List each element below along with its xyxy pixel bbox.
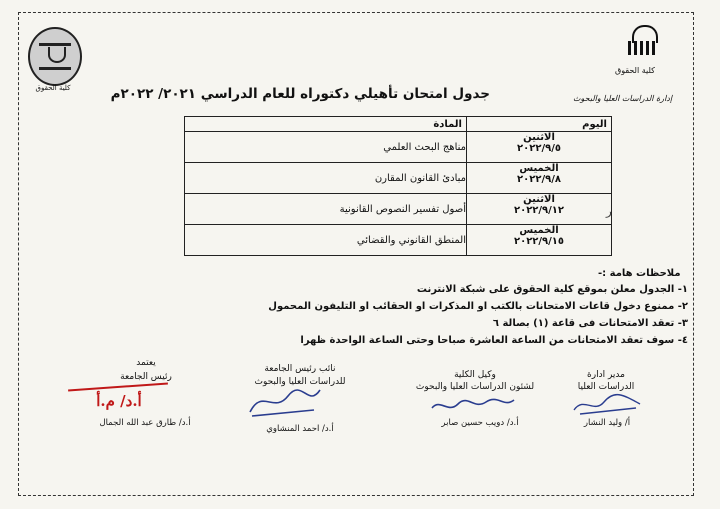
note-item: ١- الجدول معلن بموقع كلية الحقوق على شبكة الانترنت: [416, 284, 688, 295]
subject-cell: مناهج البحث العلمي: [185, 132, 467, 163]
subject-cell: مبادئ القانون المقارن: [185, 163, 467, 194]
col-day-header: اليوم: [467, 117, 612, 132]
signature-title: الدراسات العليا: [577, 382, 635, 392]
signature-title: نائب رئيس الجامعة: [264, 364, 336, 374]
signature-title: لشئون الدراسات العليا والبحوث: [415, 382, 535, 392]
exam-schedule-table: [184, 116, 612, 256]
subject-cell: أصول تفسير النصوص القانونية: [185, 194, 467, 225]
signature-title: يعتمد: [136, 358, 156, 368]
note-item: ٤- سوف تعقد الامتحانات من الساعة العاشرة صباحا وحتى الساعة الواحدة ظهرا: [300, 335, 688, 346]
signature-name: أ/ وليد النشار: [583, 418, 631, 428]
col-subject-header: المادة: [185, 117, 467, 132]
day-name: الخميس: [519, 225, 559, 236]
signature-title: للدراسات العليا والبحوث: [254, 377, 346, 387]
university-logo: [28, 27, 82, 86]
exam-date: ٢٠٢٢/٩/١٢: [513, 205, 565, 216]
president-signature: أ.د/ م.أ: [96, 392, 142, 410]
day-name: الخميس: [519, 163, 559, 174]
signature-scribble: [428, 392, 518, 418]
subject-cell: المنطق القانوني والقضائي: [185, 225, 467, 256]
table-row: [185, 194, 612, 225]
notes-title: ملاحظات هامة :-: [598, 268, 681, 279]
department-name: إدارة الدراسات العليا والبحوث: [573, 94, 673, 103]
table-row: [185, 225, 612, 256]
signature-name: أ.د/ دويب حسين صابر: [441, 418, 519, 428]
day-name: الاثنين: [523, 132, 555, 143]
signature-scribble: [244, 384, 324, 420]
day-cell: [467, 132, 612, 163]
page-title: جدول امتحان تأهيلي دكتوراه للعام الدراسي ٢٠٢١/ ٢٠٢٢م: [110, 86, 490, 102]
table-header-row: [185, 117, 612, 132]
signature-title: مدير ادارة: [587, 370, 625, 380]
exam-date: ٢٠٢٢/٩/٥: [517, 143, 561, 154]
exam-date: ٢٠٢٢/٩/٨: [517, 174, 561, 185]
faculty-logo: [628, 25, 658, 59]
table-row: [185, 163, 612, 194]
faculty-name: كلية الحقوق: [615, 66, 655, 75]
note-item: ٢- ممنوع دخول قاعات الامتحانات بالكتب او المذكرات او الحقائب او التليفون المحمول: [268, 301, 688, 312]
day-cell: [467, 163, 612, 194]
day-cell: [467, 194, 612, 225]
logo-left-caption: كلية الحقوق: [35, 84, 71, 92]
signature-name: أ.د/ طارق عبد الله الجمال: [99, 418, 191, 428]
pen-mark: ر: [606, 204, 612, 218]
day-name: الاثنين: [523, 194, 555, 205]
day-cell: [467, 225, 612, 256]
table-row: [185, 132, 612, 163]
note-item: ٣- تعقد الامتحانات فى قاعة (١) بصالة ٦: [492, 318, 688, 329]
signature-title: رئيس الجامعة: [120, 372, 172, 382]
signature-name: أ.د/ احمد المنشاوي: [266, 424, 334, 434]
signature-title: وكيل الكلية: [454, 370, 496, 380]
signature-scribble: [570, 388, 645, 418]
exam-date: ٢٠٢٢/٩/١٥: [513, 236, 565, 247]
